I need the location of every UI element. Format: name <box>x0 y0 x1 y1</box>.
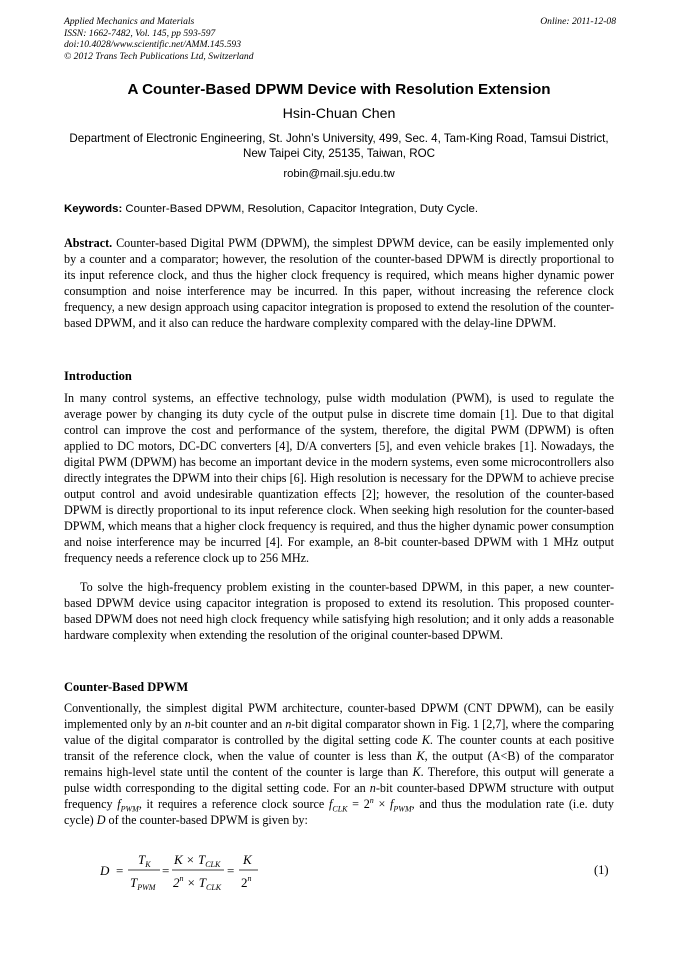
var-n: n <box>285 717 292 731</box>
eq-f2-num: $K \times T_{CLK}$ <box>174 852 221 869</box>
text-run: , the output (A<B) of the comparator remains high-level state until the content of the counter is large than <box>64 749 614 779</box>
abstract-label: Abstract. <box>64 236 113 250</box>
subscript: CLK <box>332 804 348 814</box>
var-f: f <box>117 797 121 811</box>
counter-based-paragraph <box>64 700 614 828</box>
journal-header <box>64 16 616 62</box>
keywords-text: Counter-Based DPWM, Resolution, Capacitor Integration, Duty Cycle. <box>122 203 479 215</box>
counter-based-heading: Counter-Based DPWM <box>64 680 189 694</box>
eq-f3-den: 2$^n$ <box>241 874 252 890</box>
text-run: -bit digital comparator shown in Fig. 1 [2,7], where the comparing value of the digital comparator is controlled by the digital setting code <box>64 717 614 747</box>
text-run: , and thus the modulation rate (i.e. duty cycle) <box>64 797 614 827</box>
eq-equals-2: = <box>162 863 170 878</box>
eq-equals-3: = <box>227 863 235 878</box>
introduction-paragraph-2: To solve the high-frequency problem existing in the counter-based DPWM, in this paper, a new counter-based DPWM device using capacitor integration is proposed to extend its resolution. This proposed counter-based DPWM does not need high clock frequency while satisfying high resolution; and it only adds a reasonable hardware complexity when extending the resolution of the original counter-based DPWM. <box>64 580 614 642</box>
equation-1 <box>100 850 280 892</box>
var-d: D <box>96 813 106 827</box>
equation-number: (1) <box>594 863 609 877</box>
var-k: K <box>421 733 430 747</box>
text-run: . Therefore, this output will generate a pulse width corresponding to the digital setting code. For an <box>64 765 614 795</box>
paper-author: Hsin-Chuan Chen <box>282 106 396 122</box>
author-affiliation: Department of Electronic Engineering, St. John’s University, 499, Sec. 4, Tam-King Road, Tamsui District, New Taipei City, 25135, Taiwan, ROC <box>69 132 609 160</box>
author-email: robin@mail.sju.edu.tw <box>283 168 395 180</box>
var-f: f <box>329 797 333 811</box>
eq-f1-den: $T_{PWM}$ <box>130 875 156 892</box>
online-date: Online: 2011-12-08 <box>540 16 616 27</box>
text-run: Conventionally, the simplest digital PWM architecture, counter-based DPWM (CNT DPWM), can be easily implemented only by an <box>64 701 614 731</box>
abstract-text: Counter-based Digital PWM (DPWM), the simplest DPWM device, can be easily implemented only by a counter and a comparator; however, the resolution of the counter-based DPWM is directly proportional to its input reference clock, and thus the higher clock frequency is required, which means higher dynamic power consumption and noise interference may be incurred. In this paper, without increasing the reference clock frequency, a new design approach using capacitor integration is proposed to extend the resolution of the counter-based DPWM, and it also can reduce the hardware complexity compared with the delay-line DPWM. <box>64 236 614 330</box>
var-f: f <box>390 797 394 811</box>
superscript: n <box>369 795 374 805</box>
eq-lhs: D <box>100 863 110 878</box>
subscript: PWM <box>120 804 139 814</box>
subscript: PWM <box>393 804 412 814</box>
abstract-paragraph <box>64 235 614 331</box>
text-run: × <box>373 797 391 811</box>
issn-line: ISSN: 1662-7482, Vol. 145, pp 593-597 <box>64 27 216 39</box>
text-run: -bit counter-based DPWM structure with output frequency <box>64 781 614 811</box>
eq-f1-num: $T_K$ <box>138 852 151 869</box>
copyright-line: © 2012 Trans Tech Publications Ltd, Switzerland <box>64 50 254 62</box>
eq-f3-num: K <box>243 852 252 867</box>
eq-f2-den: $2^n \times T_{CLK}$ <box>173 874 222 892</box>
eq-equals: = <box>116 863 124 878</box>
doi-line: doi:10.4028/www.scientific.net/AMM.145.593 <box>64 39 242 51</box>
var-k: K <box>412 765 421 779</box>
journal-name: Applied Mechanics and Materials <box>64 16 195 27</box>
introduction-paragraph-1: In many control systems, an effective technology, pulse width modulation (PWM), is used to regulate the average power by changing its duty cycle of the output pulse in discrete time domain [1]. Due to that digital control can improve the cost and performance of the system, therefore, the digital PWM (DPWM) is often applied to DC motors, DC-DC converters [4], D/A converters [5], and even vehicle brakes [1]. Nowadays, the digital PWM (DPWM) has become an important device in the modern systems, even some microcontrollers also directly integrates the DPWM into their chips [6]. High resolution is necessary for the DPWM to achieve precise output control and avoid undesirable quantization effects [2]; however, the resolution of the counter-based DPWM is directly proportional to its input reference clock. When seeking high resolution for the counter-based DPWM, which means that a higher clock frequency is required, and thus the higher dynamic power consumption and noise interference may be incurred [4]. For example, an 8-bit counter-based DPWM with 1 MHz output frequency needs a reference clock up to 256 MHz. <box>64 391 614 565</box>
paper-title: A Counter-Based DPWM Device with Resolution Extension <box>127 81 551 98</box>
keywords-label: Keywords: <box>64 203 123 215</box>
var-n: n <box>184 717 191 731</box>
text-run: . The counter counts at each positive transit of the reference clock, when the value of counter is less than <box>64 733 614 763</box>
text-run: -bit counter and an <box>190 717 286 731</box>
var-n: n <box>369 781 376 795</box>
text-run: , it requires a reference clock source <box>138 797 329 811</box>
var-k: K <box>416 749 425 763</box>
text-run: of the counter-based DPWM is given by: <box>105 813 308 827</box>
introduction-heading: Introduction <box>64 369 132 383</box>
text-run: = 2 <box>347 797 370 811</box>
keywords-line <box>64 202 624 216</box>
